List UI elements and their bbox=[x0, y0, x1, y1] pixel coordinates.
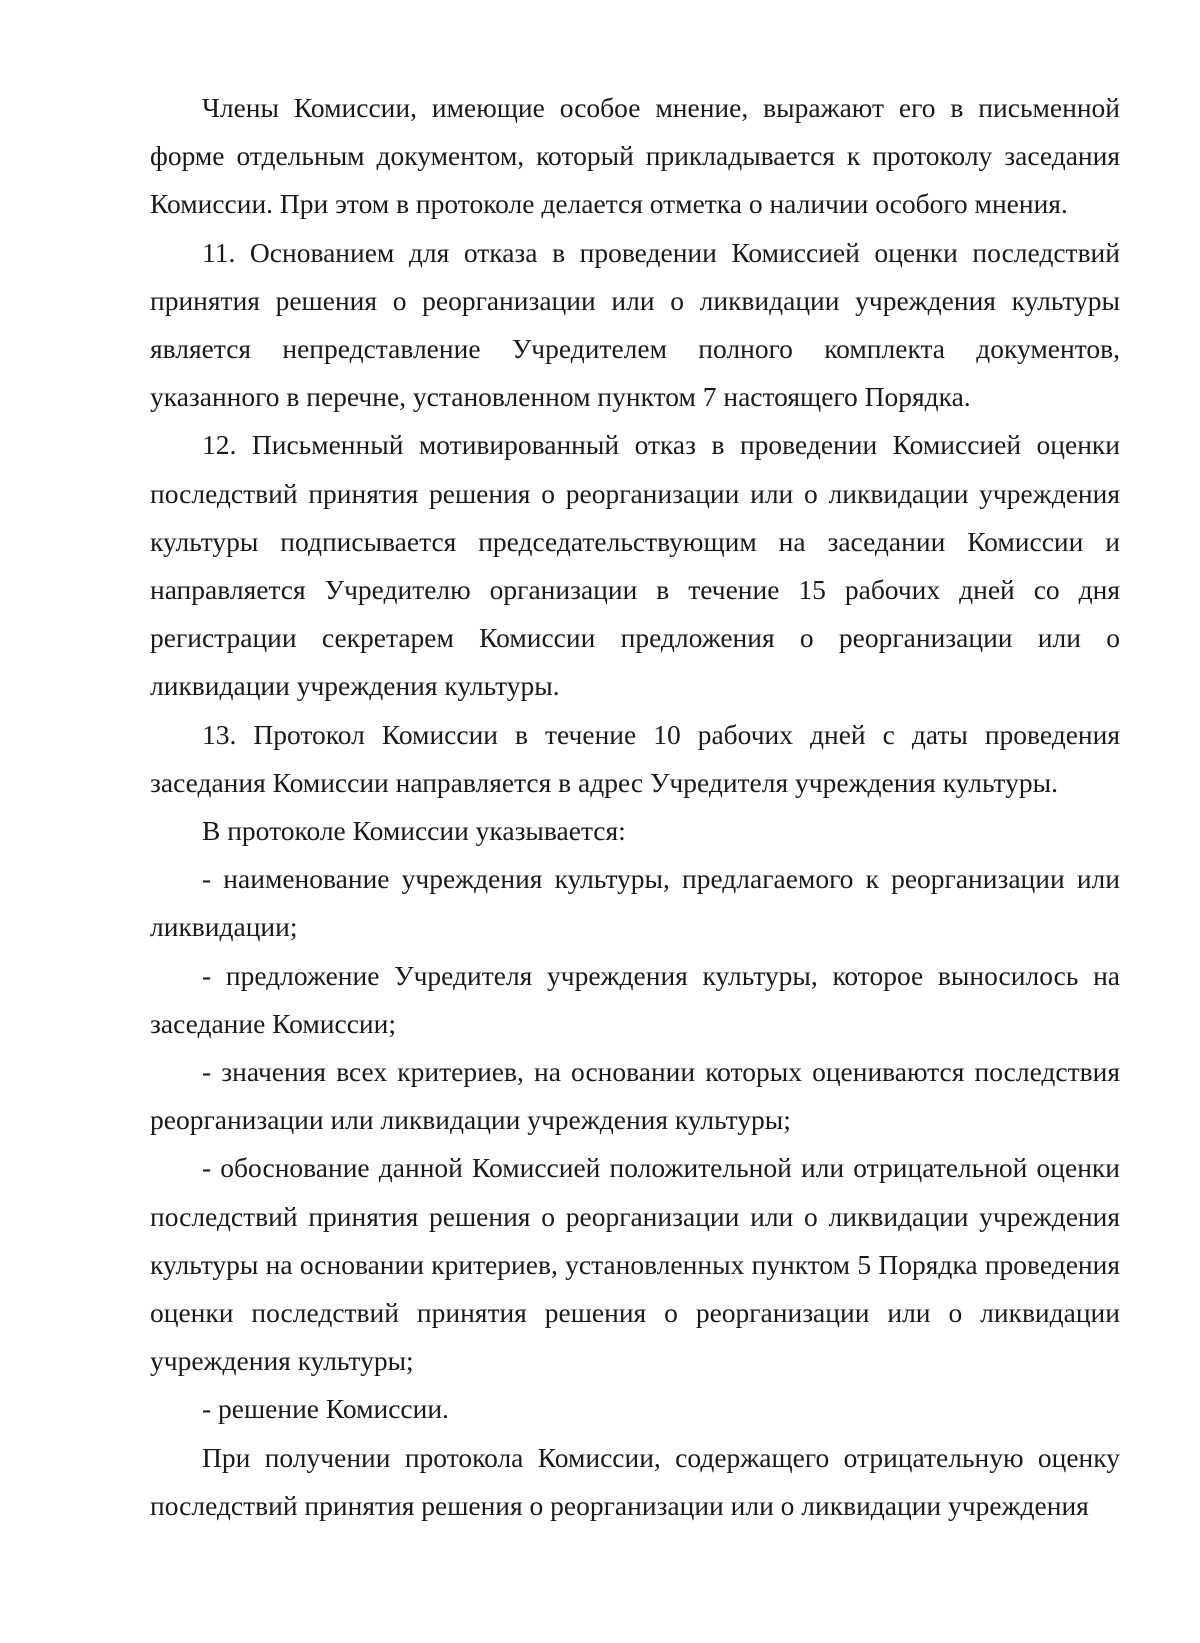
list-item-institution-name: - наименование учреждения культуры, предлагаемого к реорганизации или ликвидации; bbox=[150, 863, 1120, 943]
paragraph-11-refusal-grounds: 11. Основанием для отказа в проведении Комиссией оценки последствий принятия решения о реорганизации или о ликвидации учреждения культуры является непредставление Учредителем полного комплекта документов, указанного в перечне, установленном пунктом 7 настоящего Порядка. bbox=[150, 236, 1120, 413]
paragraph-dissenting-opinion: Члены Комиссии, имеющие особое мнение, выражают его в письменной форме отдельным документом, который прикладывается к протоколу заседания Комиссии. При этом в протоколе делается отметка о наличии особого мнения. bbox=[150, 92, 1120, 220]
paragraph-protocol-contents-intro: В протоколе Комиссии указывается: bbox=[202, 815, 626, 847]
list-item-assessment-rationale: - обоснование данной Комиссией положительной или отрицательной оценки последствий принятия решения о реорганизации или о ликвидации учреждения культуры на основании критериев, установленных пунктом 5 Порядка проведения оценки последствий принятия решения о реорганизации или о ликвидации учреждения культуры; bbox=[150, 1152, 1120, 1377]
list-item-commission-decision: - решение Комиссии. bbox=[202, 1393, 449, 1425]
paragraph-12-written-refusal: 12. Письменный мотивированный отказ в проведении Комиссией оценки последствий принятия решения о реорганизации или о ликвидации учреждения культуры подписывается председательствующим на заседании Комиссии и направляется Учредителю организации в течение 15 рабочих дней со дня регистрации секретарем Комиссии предложения о реорганизации или о ликвидации учреждения культуры. bbox=[150, 429, 1120, 702]
paragraph-13-protocol: 13. Протокол Комиссии в течение 10 рабочих дней с даты проведения заседания Комиссии направляется в адрес Учредителя учреждения культуры. bbox=[150, 718, 1120, 798]
list-item-criteria-values: - значения всех критериев, на основании которых оцениваются последствия реорганизации или ликвидации учреждения культуры; bbox=[150, 1056, 1120, 1136]
document-page bbox=[150, 84, 1120, 1530]
paragraph-negative-assessment: При получении протокола Комиссии, содержащего отрицательную оценку последствий принятия решения о реорганизации или о ликвидации учреждения bbox=[150, 1441, 1120, 1521]
list-item-founder-proposal: - предложение Учредителя учреждения культуры, которое выносилось на заседание Комиссии; bbox=[150, 959, 1120, 1039]
